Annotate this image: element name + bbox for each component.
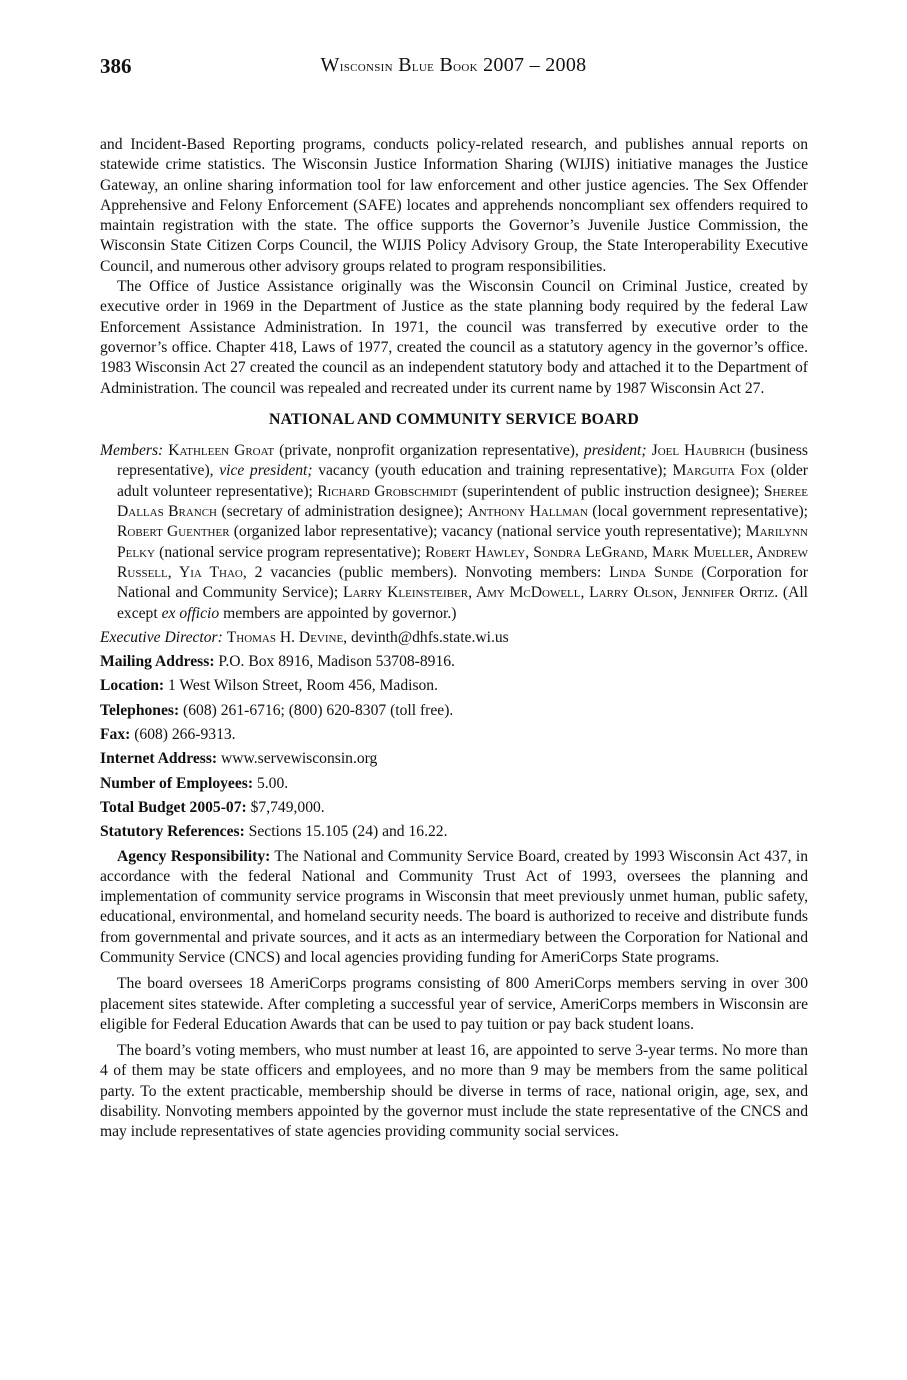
agency-responsibility: Agency Responsibility: The National and Community Service Board, created by 1993 Wisconsin Act 437, in accordance with the federal National and Community Trust Act of 1993, oversees the planning and implementation of community service programs in Wisconsin that meet previously unmet human, public safety, educational, environmental, and homeland security needs. The board is authorized to receive and distribute funds from governmental and private sources, and it acts as an intermediary between the Corporation for National and Community Service (CNCS) and local agencies providing funding for AmeriCorps State programs. <box>100 847 808 966</box>
book-title: Wisconsin Blue Book 2007 – 2008 <box>320 54 587 76</box>
americorps-paragraph: The board oversees 18 AmeriCorps programs consisting of 800 AmeriCorps members serving in over 300 placement sites statewide. After completing a successful year of service, AmeriCorps members in Wisconsin are eligible for Federal Education Awards that can be used to pay tuition or pay back student loans. <box>100 975 808 1033</box>
executive-director: Executive Director: Thomas H. Devine, devinth@dhfs.state.wi.us <box>100 628 509 646</box>
page-body <box>100 135 808 1143</box>
section-heading: NATIONAL AND COMMUNITY SERVICE BOARD <box>268 410 639 428</box>
voting-members-paragraph: The board’s voting members, who must number at least 16, are appointed to serve 3-year terms. No more than 4 of them may be state officers and employees, and no more than 9 may be members from the same political party. To the extent practicable, membership should be diverse in terms of race, national origin, age, sex, and disability. Nonvoting members appointed by the governor must include the state representative of the CNCS and may include representatives of state agencies providing community social services. <box>100 1042 808 1141</box>
intro-paragraph-1: and Incident-Based Reporting programs, conducts policy-related research, and publishes annual reports on statewide crime statistics. The Wisconsin Justice Information Sharing (WIJIS) initiative manages the Justice Gateway, an online sharing information tool for law enforcement and other justice agencies. The Sex Offender Apprehensive and Felony Enforcement (SAFE) locates and apprehends noncompliant sex offenders required to maintain registration with the state. The office supports the Governor’s Juvenile Justice Commission, the Wisconsin State Citizen Corps Council, the WIJIS Policy Advisory Group, the State Interoperability Executive Council, and numerous other advisory groups related to program responsibilities. <box>100 136 808 275</box>
fax: Fax: (608) 266-9313. <box>100 726 236 744</box>
number-of-employees: Number of Employees: 5.00. <box>100 774 289 792</box>
intro-paragraph-2: The Office of Justice Assistance originally was the Wisconsin Council on Criminal Justice, created by executive order in 1969 in the Department of Justice as the state planning body required by the federal Law Enforcement Assistance Administration. In 1971, the council was transferred by executive order to the governor’s office. Chapter 418, Laws of 1977, created the council as a statutory agency in the governor’s office. 1983 Wisconsin Act 27 created the council as an independent statutory body and attached it to the Department of Administration. The council was repealed and recreated under its current name by 1987 Wisconsin Act 27. <box>100 278 808 397</box>
internet-address: Internet Address: www.servewisconsin.org <box>100 750 378 768</box>
running-head <box>0 54 907 82</box>
telephones: Telephones: (608) 261-6716; (800) 620-8307 (toll free). <box>100 701 454 719</box>
mailing-address: Mailing Address: P.O. Box 8916, Madison 53708-8916. <box>100 653 455 671</box>
statutory-references: Statutory References: Sections 15.105 (24) and 16.22. <box>100 823 448 841</box>
location: Location: 1 West Wilson Street, Room 456, Madison. <box>100 677 439 695</box>
page-number: 386 <box>100 54 132 78</box>
members-list: Members: Kathleen Groat (private, nonprofit organization representative), president; Joel Haubrich (business representative), vice president; vacancy (youth education and training representative); Marguita Fox (older adult volunteer representative); Richard Grobschmidt (superintendent of public instruction designee); Sheree Dallas Branch (secretary of administration designee); Anthony Hallman (local government representative); Robert Guenther (organized labor representative); vacancy (national service youth representative); Marilynn Pelky (national service program representative); Robert Hawley, Sondra LeGrand, Mark Mueller, Andrew Russell, Yia Thao, 2 vacancies (public members). Nonvoting members: Linda Sunde (Corporation for National and Community Service); Larry Kleinsteiber, Amy McDowell, Larry Olson, Jennifer Ortiz. (All except ex officio members are appointed by governor.) <box>100 442 808 622</box>
total-budget: Total Budget 2005-07: $7,749,000. <box>100 798 325 816</box>
